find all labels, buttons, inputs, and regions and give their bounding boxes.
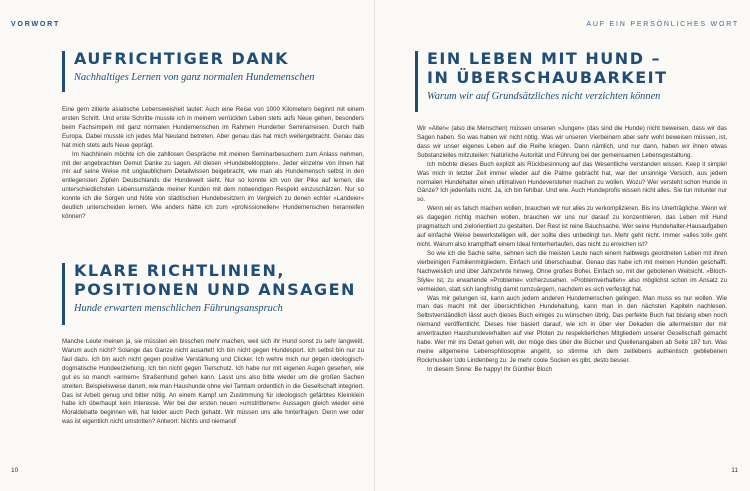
running-head-left: VORWORT xyxy=(11,21,61,28)
paragraph: So wie ich die Sache sehe, sehnen sich die meisten Leute nach einem halbwegs geordneten Leben mit ihren vierbeinigen Familienmitgliedern. Einfach und überschaubar. Genau das habe ich mit meinen Hunden geschafft. Nachweislich und über Jahrzehnte hinweg. Ohne großes Bohei. Einfach so, mit der gebotenen Weitsicht. »Bloch-Style« ist, zu erwartende »Probleme« vorherzusehen. »Problemverhalten« also möglichst schon im Ansatz zu vermeiden, statt sich langfristig damit rumzuärgern, nachdem es sich verfestigt hat. xyxy=(417,249,727,293)
heading-accent-bar xyxy=(62,51,65,92)
heading-accent-bar xyxy=(62,263,65,325)
paragraph: Im Nachhinein möchte ich die zahllosen Gespräche mit meinen Seminarbesuchern zum Anlass nehmen, mit der angebrachten Demut Danke zu sagen. All diesen »Hundebekloppten«. Jeder einzelne von ihnen hat mir auf seine Weise mit unglaublichem Detailwissen beigebracht, wie man als Hundemensch selbst in den entlegensten Zipfeln Deutschlands die Hundewelt sieht. Nur so konnte ich von der Pike auf lernen, die unterschiedlichsten Lebensumstände meiner Kunden mit dem notwendigen Respekt einzuschätzen. Nur so konnte ich die Sorgen und Nöte von städtischen Hundebesitzern im Vergleich zu denen echter »Landeier« deutlich unterscheiden lernen. Wie anders hätte ich zum »professionellen« Hundemenschen heranreifen können? xyxy=(62,150,364,221)
section-klare-richtlinien xyxy=(64,261,364,314)
right-page xyxy=(375,0,750,491)
section-heading: AUFRICHTIGER DANK xyxy=(74,49,289,68)
section-subtitle: Warum wir auf Grundsätzliches nicht verzichten können xyxy=(427,91,661,102)
section-ein-leben-mit-hund xyxy=(417,49,737,102)
section-heading: EIN LEBEN MIT HUND – IN ÜBERSCHAUBARKEIT xyxy=(427,49,668,87)
paragraph: Ich möchte dieses Buch explizit als Rückbesinnung auf das Wesentliche verstanden wissen. Keep it simple! Was mich in letzter Zeit immer wieder auf die Palme gebracht hat, war der unsinnige Versuch, aus jedem normalen Hundehalter einen ultimativen Hundeversteher machen zu wollen. Wozu? Wer versteht schon Hunde in Gänze? Ich jedenfalls nicht. Ja, ich bin fehlbar. Und wie. Auch Hundeprofis wissen nicht alles. Sie tun mitunter nur so. xyxy=(417,160,727,204)
paragraph: Eine gern zitierte asiatische Lebensweisheit lautet: Auch eine Reise von 1000 Kilometern beginnt mit einem ersten Schritt. Und erste Schritte musste ich in meinem verrückten Leben stets aufs Neue gehen, besonders beim Fachsimpeln mit ganz normalen Hundemenschen im Rahmen Hunderter Seminarreisen. Durch halb Europa. Dabei musste ich jedes Mal Neuland betreten. Aber genau das hat mich weitergebracht. Genau das hat mich stets aufs Neue geprägt. xyxy=(62,106,364,149)
signoff: In diesem Sinne: Be happy! Ihr Günther Bloch xyxy=(427,365,552,373)
paragraph: Manche Leute meinen ja, sie müssten ein bisschen mehr machen, weil sich ihr Hund sonst zu sehr langweilt. Warum auch nicht? Solange das Ganze nicht ausartet! Ich bin nicht gegen Hundesport. Ich selbst bin nur zu faul dazu. Ich bin auch nicht gegen positive Verstärkung und Clicker. Ich wehre mich nur gegen ideologisch-dogmatische Hundeerziehung. Ich bin nicht gegen Tierschutz. Ich habe nur mit eigenen Augen gesehen, wie gut es so manch »armem« Straßenhund gehen kann. Lasst uns also bitte wieder um die großen Sachen streiten. Beispielsweise darum, wie man Haushunde ohne viel Tamtam ordentlich in die Gesellschaft integriert. Das ist Arbeit genug und bitter nötig. An einem Kampf um Zustimmung für ideologisch gefärbtes Kleinklein habe ich überhaupt kein Interesse. Wer bei der ersten neuen »umstrittenen« Aussagen gleich wieder eine Moraldebatte beginnen will, hat leider auch Pech gehabt. Wir müssen uns alle hinterfragen. Denn wer oder was ist eigentlich nicht umstritten? Antwort: Nichts und niemand! xyxy=(62,338,364,426)
right-body xyxy=(417,125,727,375)
page-number-right: 11 xyxy=(731,467,738,474)
section2-body xyxy=(62,338,364,427)
section-heading: KLARE RICHTLINIEN, POSITIONEN UND ANSAGEN xyxy=(74,261,356,299)
section1-body xyxy=(62,106,364,222)
section-subtitle: Hunde erwarten menschlichen Führungsanspruch xyxy=(74,303,283,314)
section-aufrichtiger-dank xyxy=(64,49,364,83)
paragraph: Wir »Alten« (also die Menschen) müssen unseren »Jungen« (das sind die Hunde) nicht beweisen, dass wir das Sagen haben. So was haben wir nicht nötig. Was wir unseren Vierbeinern aber sehr wohl beweisen müssen, ist, dass wir unser eigenes Leben auf die Reihe kriegen. Dann nämlich, und nur dann, haben wir ihnen etwas Substanzielles mitzuteilen: Natürliche Autorität und Führung bei der gemeinsamen Lebensgestaltung. xyxy=(417,125,727,159)
paragraph: Was mir gelungen ist, kann auch jedem anderen Hundemenschen gelingen. Man muss es nur wollen. Wie man das macht mit der übersichtlichen Hundehaltung, kann man in den nächsten Kapiteln nachlesen. Selbstverständlich lässt auch dieses Buch einiges zu wünschen übrig. Das perfekte Buch hat bislang eben noch niemand veröffentlicht. Dieses hier basiert darauf, wie ich in über vier Dekaden die allermeisten der mir anvertrauten Haushundeverhalten auf vier Pfoten zu respektierlichen Mitgliedern unserer Gesellschaft gemacht habe. Wer mir ins Detail gehen will, der möge dies über die Bücher und Quellenangaben ab Seite 187 tun. Was meine allgemeine Lebensphilosophie angeht, so stimme ich dem zeitlebens authentisch gebliebenen Rockmusiker Udo Lindenberg zu: Je mehr coole Socken es gibt, desto besser. xyxy=(417,294,727,364)
section-subtitle: Nachhaltiges Lernen von ganz normalen Hundemenschen xyxy=(74,72,315,83)
paragraph: Wenn wir es falsch machen wollen, brauchen wir nur alles zu verkomplizieren. Bis ins Unerträgliche. Wenn wir es dagegen richtig machen wollen, brauchen wir uns nur darauf zu konzentrieren, das Leben mit Hund pragmatisch und zielorientiert zu gestalten. Der Rest ist reine Bauchsache. Wer seine Hundehalter-Hausaufgaben auf einfache Weise bewerkstelligen will, der sollte dies unbedingt tun. Mehr geht nicht. Immer »alles toll« geht nicht. Warum also krampfhaft einem Ideal hinterherlaufen, das nicht zu erreichen ist? xyxy=(417,205,727,248)
heading-accent-bar xyxy=(415,51,418,112)
running-head-right: AUF EIN PERSÖNLICHES WORT xyxy=(586,21,739,28)
page-number-left: 10 xyxy=(11,467,19,474)
